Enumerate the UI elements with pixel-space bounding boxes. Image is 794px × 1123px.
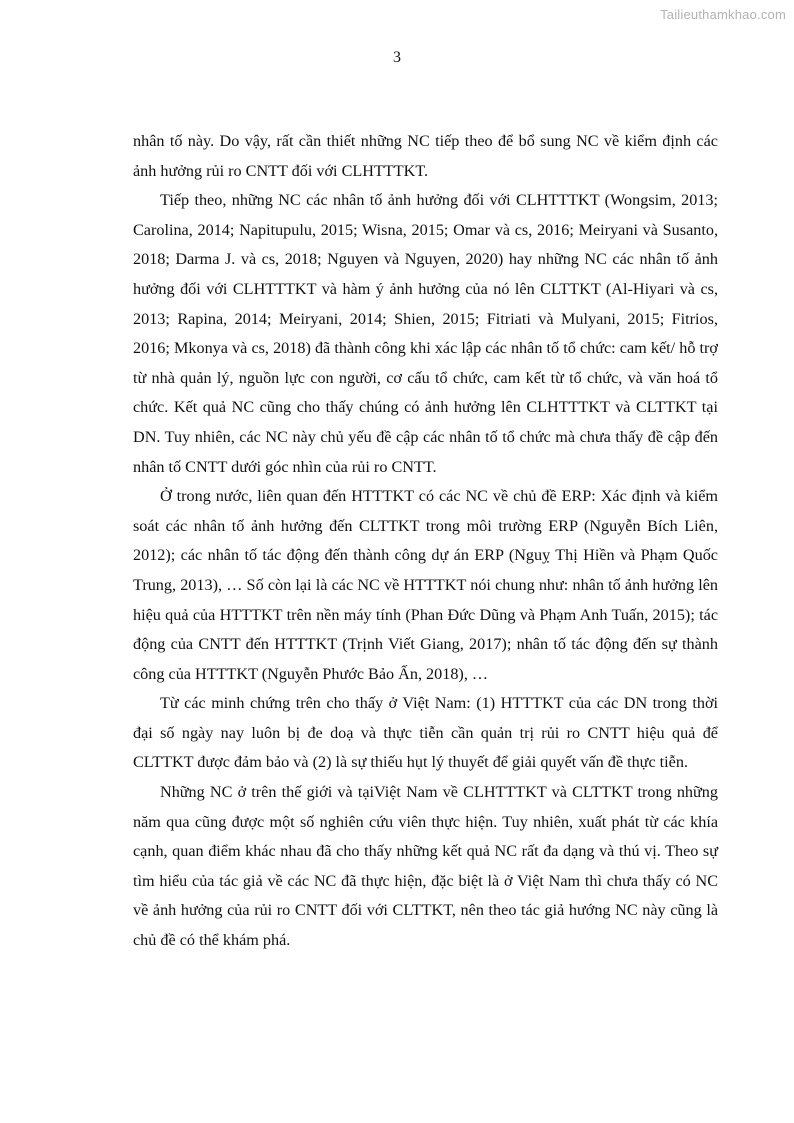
paragraph-4: Từ các minh chứng trên cho thấy ở Việt Nam: (1) HTTTKT của các DN trong thời đại số ngày nay luôn bị đe doạ và thực tiễn cần quản trị rủi ro CNTT hiệu quả để CLTTKT được đảm bảo và (2) là sự thiếu hụt lý thuyết để giải quyết vấn đề thực tiễn. <box>133 694 718 772</box>
document-body <box>133 127 718 956</box>
paragraph-5: Những NC ở trên thế giới và tạiViệt Nam về CLHTTTKT và CLTTKT trong những năm qua cũng được một số nghiên cứu viên thực hiện. Tuy nhiên, xuất phát từ các khía cạnh, quan điểm khác nhau đã cho thấy những kết quả NC rất đa dạng và thú vị. Theo sự tìm hiểu của tác giả về các NC đã thực hiện, đặc biệt là ở Việt Nam thì chưa thấy có NC về ảnh hưởng của rủi ro CNTT đối với CLTTKT, nên theo tác giả hướng NC này cũng là chủ đề có thể khám phá. <box>133 783 718 950</box>
watermark-text: Tailieuthamkhao.com <box>660 7 786 22</box>
paragraph-2: Tiếp theo, những NC các nhân tố ảnh hưởng đối với CLHTTTKT (Wongsim, 2013; Carolina, 2014; Napitupulu, 2015; Wisna, 2015; Omar và cs, 2016; Meiryani và Susanto, 2018; Darma J. và cs, 2018; Nguyen và Nguyen, 2020) hay những NC các nhân tố ảnh hưởng đối với CLHTTTKT và hàm ý ảnh hưởng của nó lên CLTTKT (Al-Hiyari và cs, 2013; Rapina, 2014; Meiryani, 2014; Shien, 2015; Fitriati và Mulyani, 2015; Fitrios, 2016; Mkonya và cs, 2018) đã thành công khi xác lập các nhân tố tổ chức: cam kết/ hỗ trợ từ nhà quản lý, nguồn lực con người, cơ cấu tổ chức, cam kết từ tổ chức, và văn hoá tổ chức. Kết quả NC cũng cho thấy chúng có ảnh hưởng lên CLHTTTKT và CLTTKT tại DN. Tuy nhiên, các NC này chủ yếu đề cập các nhân tố tổ chức mà chưa thấy đề cập đến nhân tố CNTT dưới góc nhìn của rủi ro CNTT. <box>133 191 718 476</box>
paragraph-1: nhân tố này. Do vậy, rất cần thiết những NC tiếp theo để bổ sung NC về kiểm định các ảnh hưởng rủi ro CNTT đối với CLHTTTKT. <box>133 132 718 180</box>
page-number: 3 <box>393 49 401 66</box>
paragraph-3: Ở trong nước, liên quan đến HTTTKT có các NC về chủ đề ERP: Xác định và kiểm soát các nhân tố ảnh hưởng đến CLTTKT trong môi trường ERP (Nguyễn Bích Liên, 2012); các nhân tố tác động đến thành công dự án ERP (Nguỵ Thị Hiền và Phạm Quốc Trung, 2013), … Số còn lại là các NC về HTTTKT nói chung như: nhân tố ảnh hưởng lên hiệu quả của HTTTKT trên nền máy tính (Phan Đức Dũng và Phạm Anh Tuấn, 2015); tác động của CNTT đến HTTTKT (Trịnh Viết Giang, 2017); nhân tố tác động đến sự thành công của HTTTKT (Nguyễn Phước Bảo Ấn, 2018), … <box>133 487 718 683</box>
